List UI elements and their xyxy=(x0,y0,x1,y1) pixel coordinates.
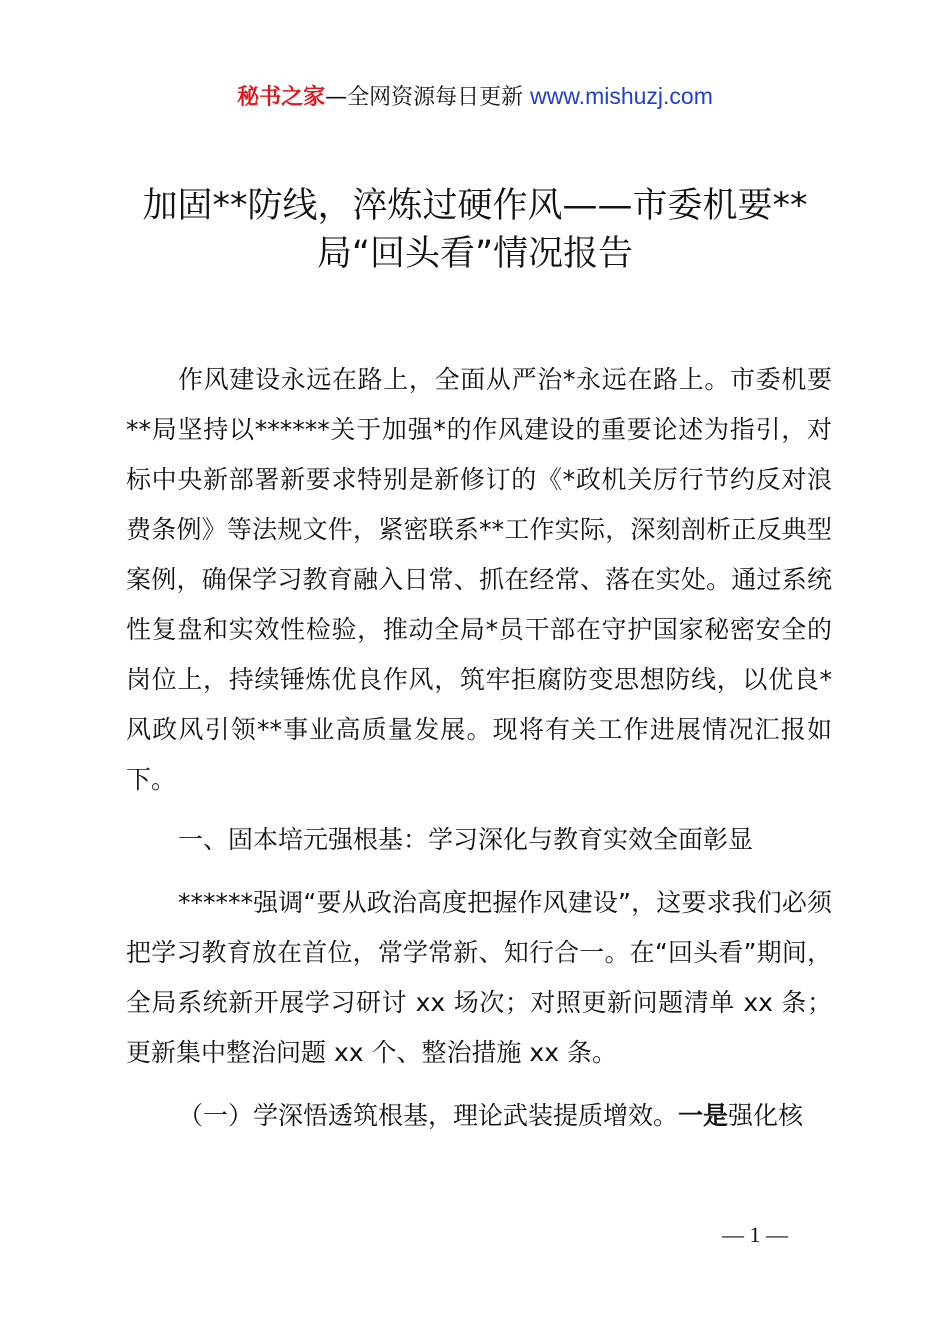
document-title xyxy=(100,182,850,278)
subsection-1-bold-label: 一是 xyxy=(678,1101,729,1130)
section-1-heading: 一、固本培元强根基：学习深化与教育实效全面彰显 xyxy=(178,825,754,854)
intro-paragraph: 作风建设永远在路上，全面从严治*永远在路上。市委机要**局坚持以******关于加强*的作风建设的重要论述为指引，对标中央新部署新要求特别是新修订的《*政机关厉行节约反对浪费条例》等法规文件，紧密联系**工作实际，深刻剖析正反典型案例，确保学习教育融入日常、抓在经常、落在实处。通过系统性复盘和实效性检验，推动全局*员干部在守护国家秘密安全的岗位上，持续锤炼优良作风，筑牢拒腐防变思想防线，以优良*风政风引领**事业高质量发展。现将有关工作进展情况汇报如下。 xyxy=(126,365,832,794)
title-line-1: 加固**防线，淬炼过硬作风——市委机要** xyxy=(142,186,808,226)
title-line-2: 局“回头看”情况报告 xyxy=(316,234,634,274)
section-1-block xyxy=(126,878,832,1078)
section-1-heading-block xyxy=(126,815,832,865)
section-1-paragraph: ******强调“要从政治高度把握作风建设”，这要求我们必须把学习教育放在首位，常学常新、知行合一。在“回头看”期间，全局系统新开展学习研讨 xx 场次；对照更新问题清单 xx 条；更新集中整治问题 xx 个、整治措施 xx 条。 xyxy=(126,888,832,1067)
subsection-1-title: （一）学深悟透筑根基，理论武装提质增效。 xyxy=(178,1101,679,1130)
subsection-1-block xyxy=(126,1091,832,1141)
site-url[interactable]: www.mishuzj.com xyxy=(530,83,713,109)
header-tagline: —全网资源每日更新 xyxy=(325,85,524,110)
brand-name: 秘书之家 xyxy=(237,85,326,110)
site-header xyxy=(0,80,950,114)
subsection-1-tail: 强化核 xyxy=(728,1101,804,1130)
page-number: — 1 — xyxy=(722,1222,788,1247)
subsection-1-heading xyxy=(126,1091,832,1141)
intro-block xyxy=(126,355,832,805)
